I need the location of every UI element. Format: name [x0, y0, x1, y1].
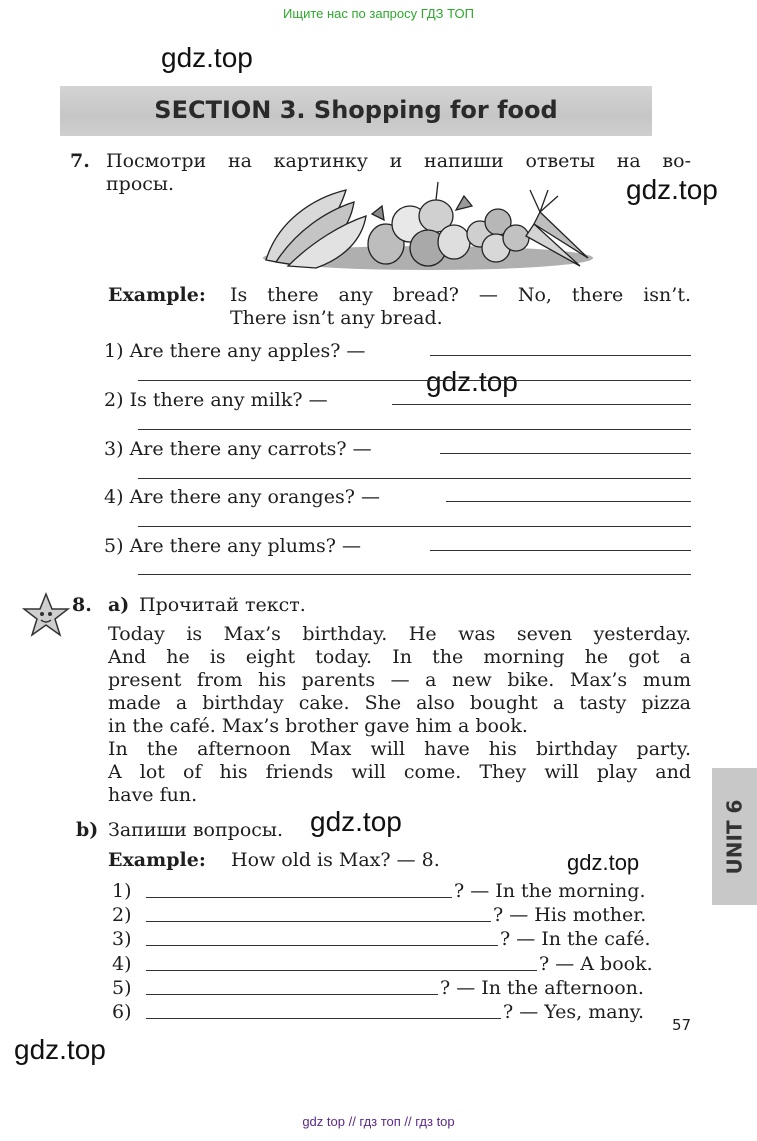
exercise-8-example-label: Example: [108, 849, 206, 871]
exercise-8-question-number: 1) [112, 880, 132, 902]
story-line: in the café. Max’s brother gave him a book. [108, 715, 528, 737]
answer-line[interactable] [138, 574, 691, 575]
exercise-7-question: 1) Are there any apples? — [104, 340, 366, 362]
answer-line[interactable] [138, 429, 691, 430]
exercise-7-example-answer: There isn’t any bread. [230, 307, 443, 329]
exercise-8-part-b-instruction: Запиши вопросы. [108, 819, 284, 841]
exercise-7-question: 4) Are there any oranges? — [104, 486, 380, 508]
story-line: In the afternoon Max will have his birthday party. [108, 738, 691, 760]
footer-links: gdz top // гдз топ // гдз top [302, 1114, 455, 1129]
exercise-8-answer: ? — In the afternoon. [440, 977, 644, 999]
unit-tab-label: UNIT 6 [722, 799, 747, 874]
exercise-7-example-question: Is there any bread? — No, there isn’t. [230, 284, 691, 306]
story-line: Today is Max’s birthday. He was seven yesterday. [108, 623, 691, 645]
exercise-8-number: 8. [72, 594, 92, 616]
search-hint: Ищите нас по запросу ГДЗ ТОП [283, 6, 474, 21]
watermark: gdz.top [14, 1034, 106, 1065]
exercise-8-question-number: 4) [112, 953, 132, 975]
exercise-8-answer: ? — Yes, many. [503, 1001, 645, 1023]
answer-line[interactable] [146, 897, 452, 898]
exercise-7-number: 7. [70, 150, 90, 172]
exercise-8-answer: ? — In the café. [500, 928, 651, 950]
watermark: gdz.top [161, 42, 253, 73]
fruit-vegetables-illustration [258, 176, 598, 274]
story-line: made a birthday cake. She also bought a tasty pizza [108, 692, 691, 714]
page-number: 57 [672, 1016, 692, 1034]
exercise-8-question-number: 6) [112, 1001, 132, 1023]
exercise-8-part-b-label: b) [76, 819, 99, 841]
answer-line[interactable] [430, 355, 691, 356]
exercise-8-part-a-instruction: Прочитай текст. [139, 594, 306, 616]
star-icon [22, 592, 70, 638]
exercise-8-example-text: How old is Max? — 8. [231, 849, 440, 871]
answer-line[interactable] [446, 501, 691, 502]
exercise-8-part-a-label: a) [108, 594, 130, 616]
story-line: have fun. [108, 784, 198, 806]
exercise-7-example-label: Example: [108, 284, 206, 306]
answer-line[interactable] [440, 453, 691, 454]
answer-line[interactable] [146, 1018, 501, 1019]
exercise-8-answer: ? — In the morning. [454, 880, 646, 902]
birthday-story-text [108, 623, 691, 807]
exercise-8-answer: ? — His mother. [493, 904, 647, 926]
watermark: gdz.top [426, 366, 518, 397]
answer-line[interactable] [146, 994, 438, 995]
exercise-7-instruction: Посмотри на картинку и напиши ответы на во- [106, 150, 691, 172]
exercise-7-question: 5) Are there any plums? — [104, 535, 361, 557]
answer-line[interactable] [138, 526, 691, 527]
exercise-7-question: 3) Are there any carrots? — [104, 438, 372, 460]
watermark: gdz.top [310, 806, 402, 837]
story-line: A lot of his friends will come. They will play and [108, 761, 691, 783]
story-line: And he is eight today. In the morning he got a [108, 646, 691, 668]
exercise-8-question-number: 2) [112, 904, 132, 926]
exercise-7-instruction-cont: просы. [106, 173, 175, 195]
answer-line[interactable] [430, 550, 691, 551]
answer-line[interactable] [146, 921, 491, 922]
answer-line[interactable] [392, 404, 691, 405]
answer-line[interactable] [146, 970, 537, 971]
exercise-8-answer: ? — A book. [539, 953, 653, 975]
exercise-8-question-number: 3) [112, 928, 132, 950]
exercise-8-question-number: 5) [112, 977, 132, 999]
exercise-7-question: 2) Is there any milk? — [104, 389, 328, 411]
answer-line[interactable] [138, 478, 691, 479]
answer-line[interactable] [138, 380, 691, 381]
section-title: SECTION 3. Shopping for food [154, 96, 558, 124]
watermark: gdz.top [567, 850, 640, 875]
answer-line[interactable] [146, 945, 498, 946]
watermark: gdz.top [626, 174, 718, 205]
story-line: present from his parents — a new bike. Max’s mum [108, 669, 691, 691]
